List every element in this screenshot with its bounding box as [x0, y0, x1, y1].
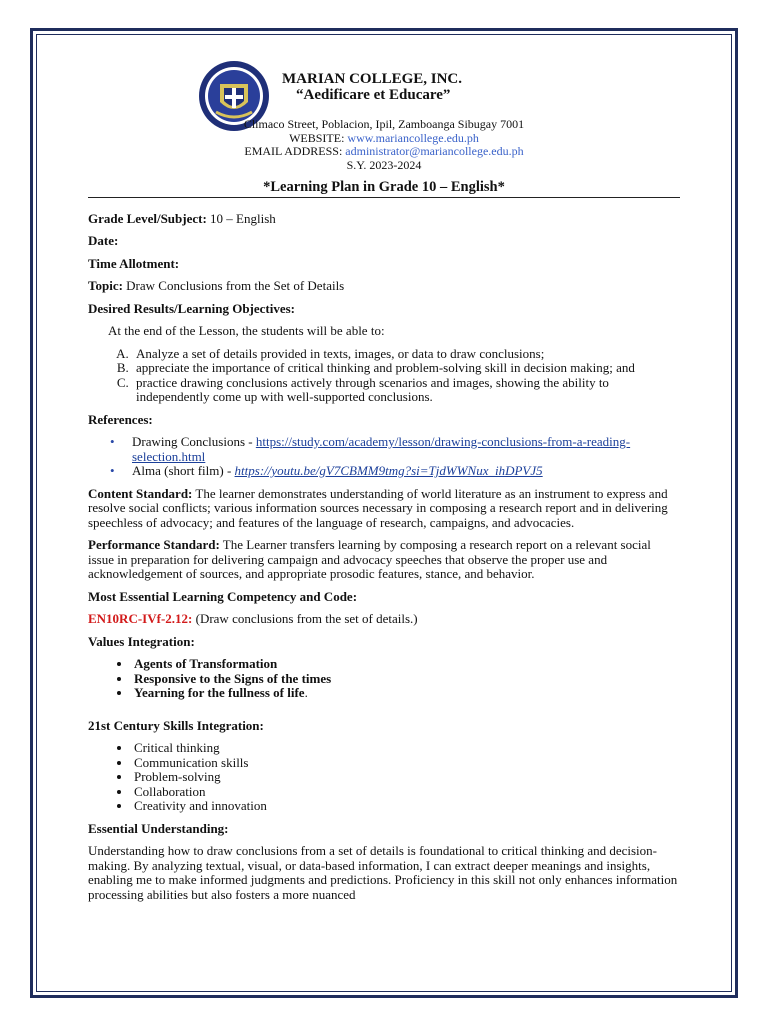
date-field — [88, 234, 680, 249]
time-allotment-field — [88, 257, 680, 272]
objectives-heading: Desired Results/Learning Objectives: — [88, 300, 296, 316]
topic-label: Topic: — [88, 278, 123, 293]
email-label: EMAIL ADDRESS: — [244, 144, 343, 158]
skills-list — [88, 741, 680, 814]
reference-link[interactable]: https://youtu.be/gV7CBMM9tmg?si=TjdWWNux_ihDPVJ5 — [234, 463, 543, 478]
letterhead — [88, 60, 680, 180]
website-line — [88, 132, 680, 146]
objectives-intro: At the end of the Lesson, the students will be able to: — [108, 323, 385, 338]
objective-item: C. practice drawing conclusions actively through scenarios and images, showing the ability to independently come up with well-supported conclusions. — [132, 376, 680, 405]
skill-item: • Critical thinking — [132, 741, 680, 756]
reference-label: Drawing Conclusions - — [132, 434, 256, 449]
skill-item: • Creativity and innovation — [132, 799, 680, 814]
college-motto: “Aedificare et Educare” — [296, 87, 451, 103]
competency-text: (Draw conclusions from the set of details.) — [192, 611, 418, 626]
reference-item — [132, 464, 680, 479]
address-line: Climaco Street, Poblacion, Ipil, Zamboanga Sibugay 7001 — [243, 117, 525, 131]
grade-level-label: Grade Level/Subject: — [88, 210, 207, 226]
essential-understanding-heading: Essential Understanding: — [88, 820, 229, 836]
school-year: S.Y. 2023-2024 — [346, 157, 422, 172]
learning-plan-title: *Learning Plan in Grade 10 – English* — [88, 180, 680, 198]
topic-field — [88, 279, 680, 294]
competency-heading: Most Essential Learning Competency and Code: — [88, 588, 358, 604]
time-allotment-label: Time Allotment: — [88, 255, 180, 271]
references-heading: References: — [88, 411, 153, 427]
date-label: Date: — [88, 233, 119, 248]
email-link[interactable]: administrator@mariancollege.edu.ph — [345, 144, 524, 158]
content-standard — [88, 487, 680, 531]
content-standard-label: Content Standard: — [88, 485, 193, 501]
performance-standard — [88, 538, 680, 582]
contact-block — [88, 118, 680, 172]
competency-code: EN10RC-IVf-2.12: — [88, 611, 193, 626]
value-item: • Responsive to the Signs of the times — [132, 672, 680, 687]
document-content — [88, 60, 680, 910]
performance-standard-text: The Learner transfers learning by composing a research report on a relevant social issue in preparation for delivering campaign and advocacy speeches that observe the proper use and acknowledgement of sources, and appropriate prosodic features, stance, and behavior. — [88, 537, 651, 581]
skill-item: • Communication skills — [132, 756, 680, 771]
references-list — [88, 435, 680, 479]
skill-item: • Collaboration — [132, 785, 680, 800]
value-item-suffix: . — [304, 685, 308, 700]
objective-item: A. Analyze a set of details provided in texts, images, or data to draw conclusions; — [132, 347, 680, 362]
website-link[interactable]: www.mariancollege.edu.ph — [347, 130, 479, 145]
reference-item — [132, 435, 680, 464]
reference-label: Alma (short film) - — [132, 463, 235, 478]
values-heading: Values Integration: — [88, 633, 195, 649]
essential-understanding-text: Understanding how to draw conclusions from a set of details is foundational to critical thinking and decision-making. By analyzing textual, visual, or data-based information, I can extract deeper meanings and insights, enabling me to make informed judgments and predictions. Proficiency in this skill not only enhances information processing abilities but also fosters a more nuanced — [88, 843, 678, 902]
skills-heading: 21st Century Skills Integration: — [88, 717, 264, 733]
competency-code-line — [88, 612, 680, 627]
values-list — [88, 657, 680, 701]
skill-item: • Problem-solving — [132, 770, 680, 785]
website-label: WEBSITE: — [289, 130, 345, 145]
grade-level-value: 10 – English — [210, 210, 276, 226]
content-standard-text: The learner demonstrates understanding of world literature as an instrument to express and resolve social conflicts; various information sources necessary in composing a research report and in delivering speechless of advocacy; and features of the language of research, campaigns, and advocacies. — [88, 485, 668, 530]
value-item — [132, 686, 680, 701]
college-name: MARIAN COLLEGE, INC. — [282, 71, 463, 87]
performance-standard-label: Performance Standard: — [88, 537, 220, 552]
reference-link[interactable]: https://study.com/academy/lesson/drawing-conclusions-from-a-reading-selection.html — [132, 434, 631, 464]
value-item-text: Yearning for the fullness of life — [134, 685, 305, 700]
value-item: • Agents of Transformation — [132, 657, 680, 672]
email-line — [88, 145, 680, 159]
grade-level-field — [88, 212, 680, 227]
objectives-list — [88, 347, 680, 405]
objective-item: B. appreciate the importance of critical thinking and problem-solving skill in decision making; and — [132, 361, 680, 376]
topic-value: Draw Conclusions from the Set of Details — [126, 278, 345, 293]
